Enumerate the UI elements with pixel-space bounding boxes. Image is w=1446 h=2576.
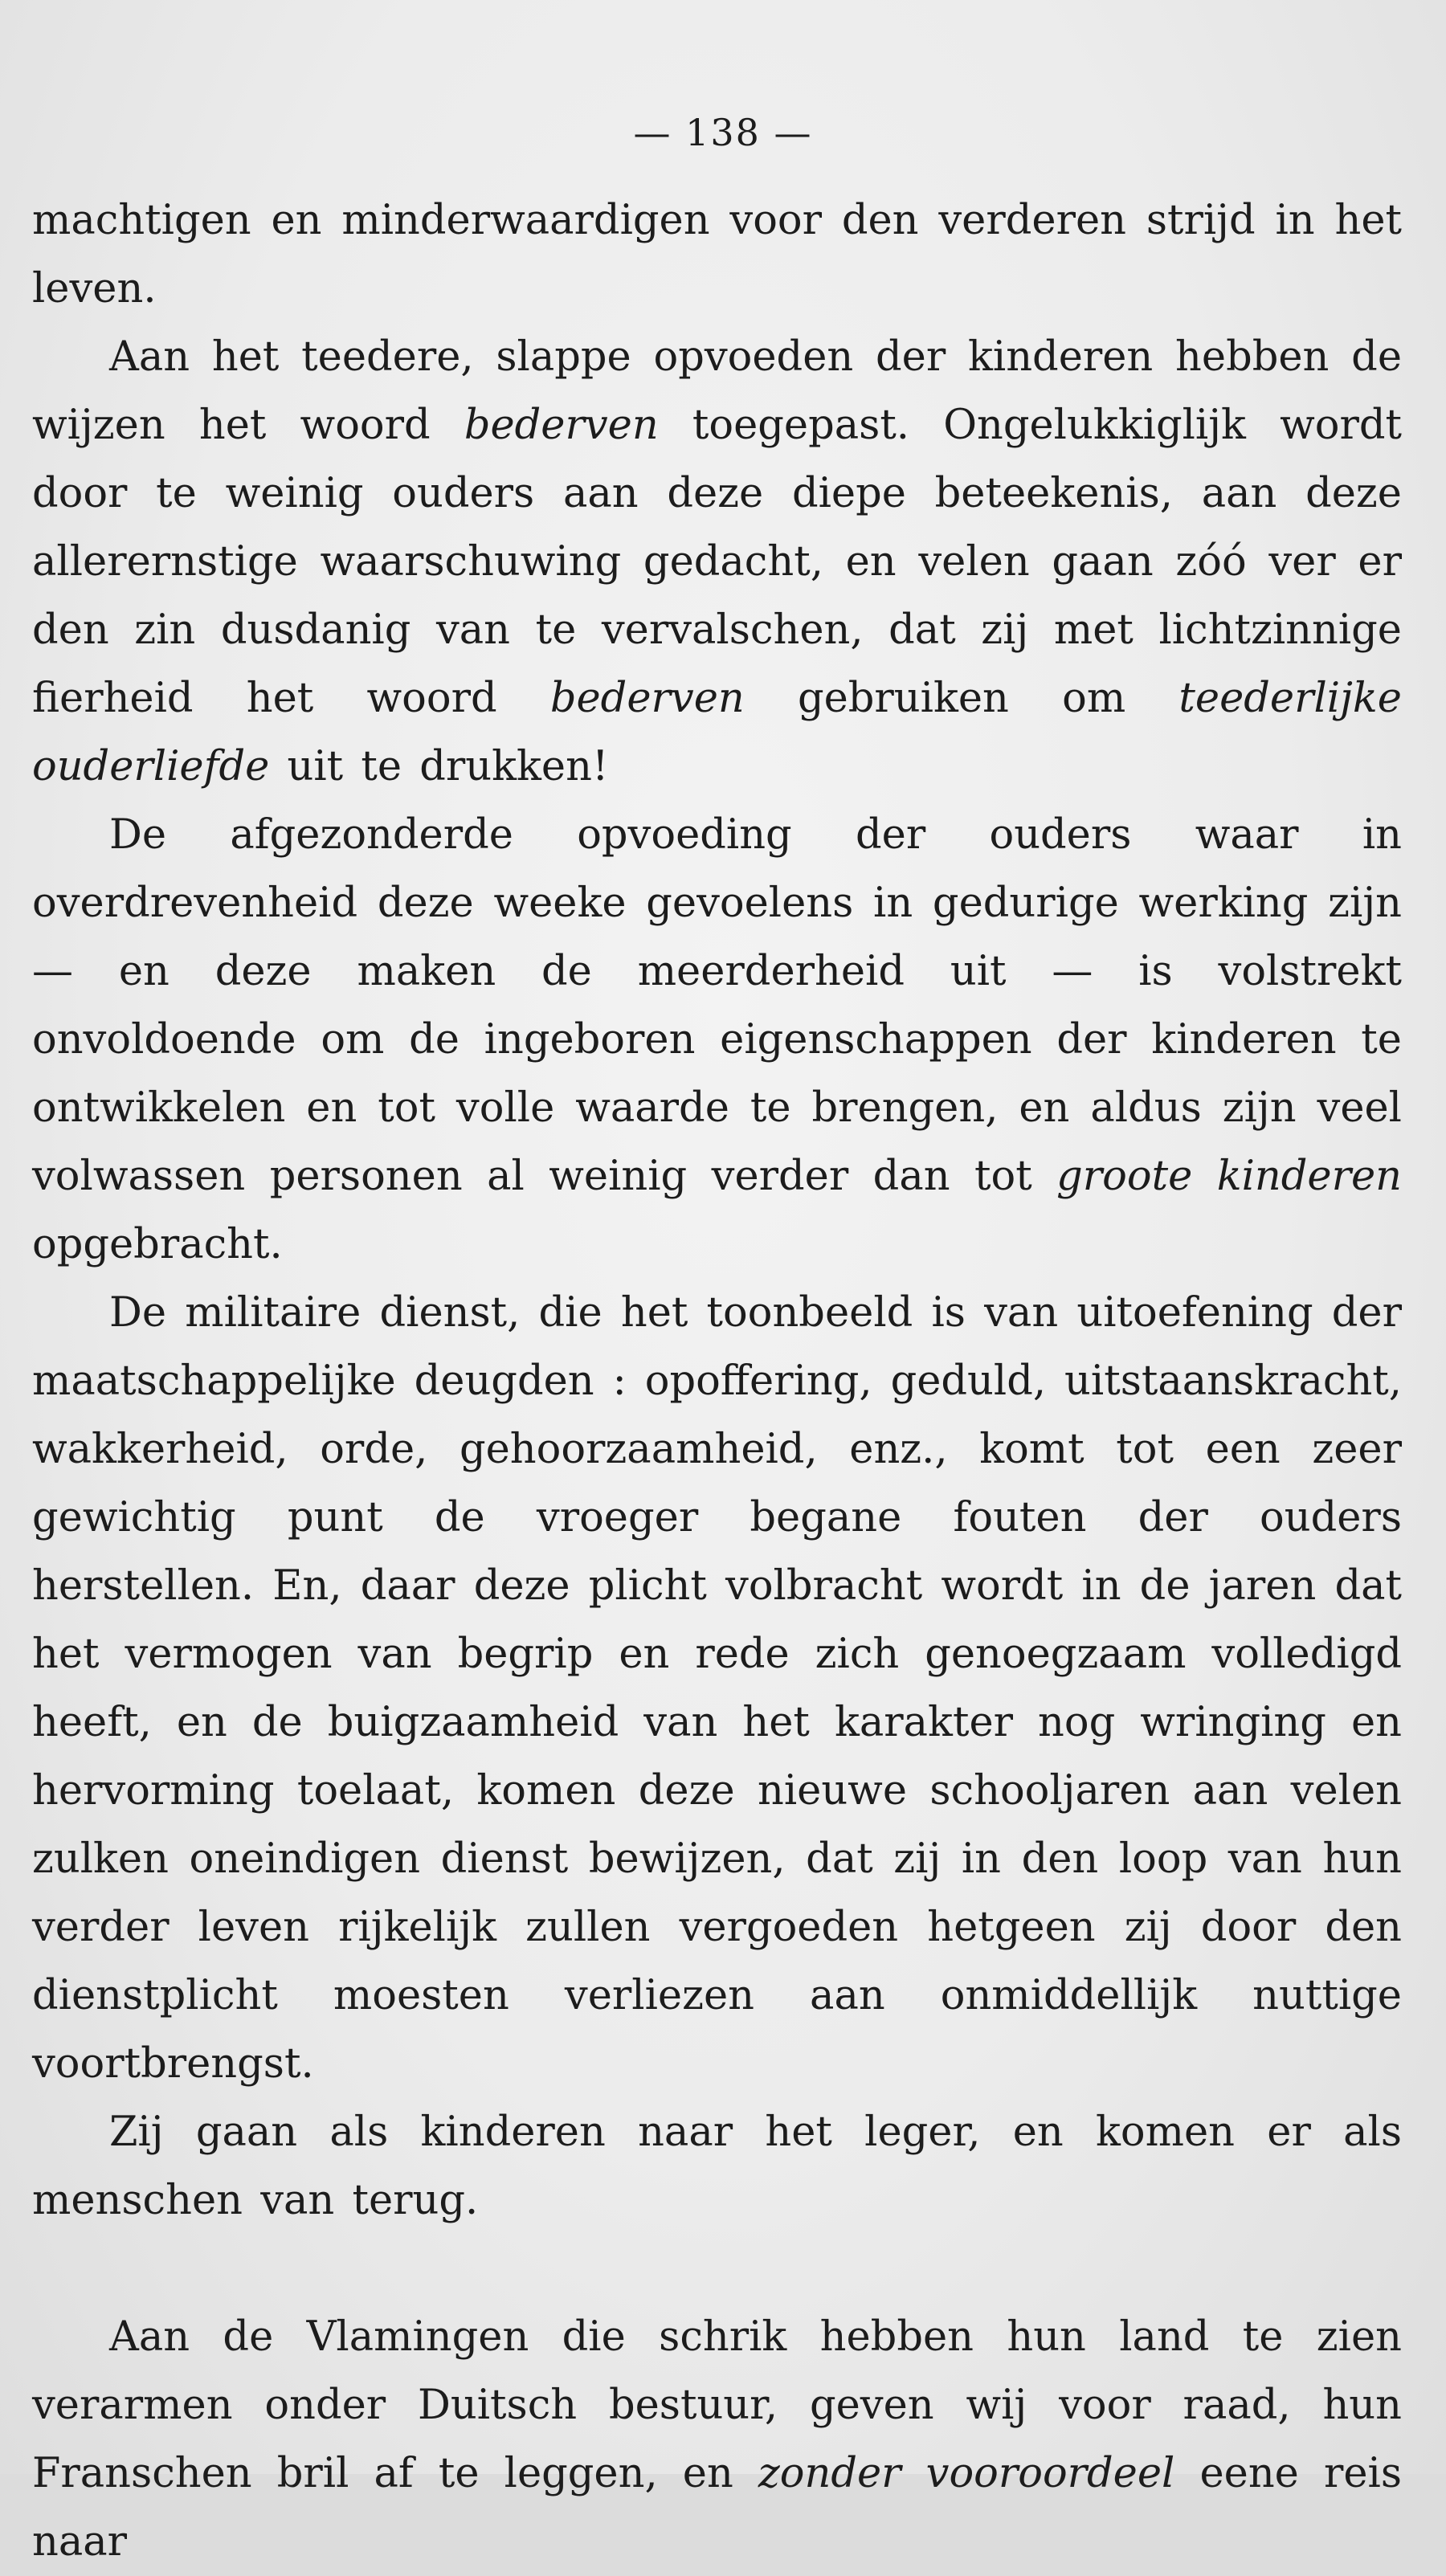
text-run: gebruiken om [744,675,1179,722]
text-run: opgebracht. [32,1221,283,1268]
paragraph [32,801,1402,1279]
page-number: — 138 — [633,111,813,154]
paragraph [32,1279,1402,2098]
paragraph [32,2098,1402,2235]
text-run: Zij gaan als kinderen naar het leger, en komen er als menschen van terug. [32,2109,1402,2224]
text-run: uit te drukken! [269,743,609,790]
body-text [32,186,1402,2576]
paragraph [32,186,1402,323]
italic-term: bederven [464,402,659,449]
text-run: toegepast. Ongelukkiglijk wordt door te weinig ouders aan deze diepe beteekenis, aan deze allerernstige waarschuwing gedacht, en velen gaan zóó ver er den zin dusdanig van te vervalschen, dat zij met lichtzinnige fierheid het woord [32,402,1402,722]
text-run: eene reis naar [32,2450,1402,2566]
paragraph [32,2303,1402,2576]
text-run: Aan het teedere, slappe opvoeden der kinderen hebben de wijzen het woord [32,333,1402,449]
text-run: machtigen en minderwaardigen voor den verderen strijd in het leven. [32,197,1402,312]
italic-term: groote kinderen [1056,1153,1402,1200]
italic-term: bederven [549,675,745,722]
italic-term: zonder vooroordeel [758,2450,1175,2497]
text-run: Aan de Vlamingen die schrik hebben hun land te zien verarmen onder Duitsch bestuur, geven wij voor raad, hun Franschen bril af te leggen, en [32,2313,1402,2497]
paragraph [32,323,1402,801]
text-run: De militaire dienst, die het toonbeeld is van uitoefening der maatschappelijke deugden : opoffering, geduld, uitstaanskracht, wakkerheid, orde, gehoorzaamheid, enz., komt tot een zeer gewichtig punt de vroeger begane fouten der ouders herstellen. En, daar deze plicht volbracht wordt in de jaren dat het vermogen van begrip en rede zich genoegzaam volledigd heeft, en de buigzaamheid van het karakter nog wringing en hervorming toelaat, komen deze nieuwe schooljaren aan velen zulken oneindigen dienst bewijzen, dat zij in den loop van hun verder leven rijkelijk zullen vergoeden hetgeen zij door den dienstplicht moesten verliezen aan onmiddellijk nuttige voortbrengst. [32,1289,1402,2088]
text-run: De afgezonderde opvoeding der ouders waar in overdrevenheid deze weeke gevoelens in gedurige werking zijn — en deze maken de meerderheid uit — is volstrekt onvoldoende om de ingeboren eigenschappen der kinderen te ontwikkelen en tot volle waarde te brengen, en aldus zijn veel volwassen personen al weinig verder dan tot [32,811,1402,1200]
italic-term: teederlijke ouderliefde [32,675,1402,790]
